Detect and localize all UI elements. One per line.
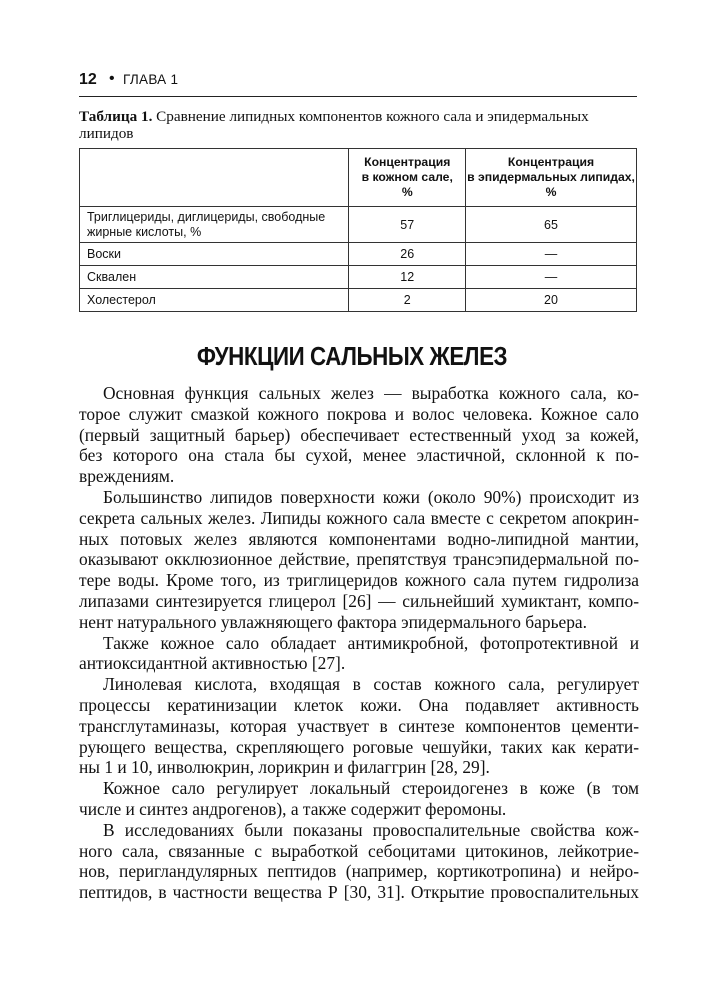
paragraph-line: нент натурального увлажняющего фактора эпидермального барьера. xyxy=(79,611,587,632)
paragraph-line: ных потовых желез являются компонентами водно-липидной мантии, xyxy=(79,528,639,549)
paragraph-line: числе и синтез андрогенов), а также содержит феромоны. xyxy=(79,798,507,819)
paragraph-line: В исследованиях были показаны провоспалительные свойства кож- xyxy=(103,819,639,840)
row-sebum-value: 12 xyxy=(349,266,466,289)
header-line: в эпидермальных липидах, xyxy=(467,170,635,184)
row-epidermal-value: 65 xyxy=(466,207,637,243)
header-line: Концентрация xyxy=(364,155,451,169)
paragraph-line: без которого она стала бы сухой, менее эластичной, склонной к по- xyxy=(79,445,639,466)
paragraph-line: Большинство липидов поверхности кожи (около 90%) происходит из xyxy=(103,486,639,507)
running-header xyxy=(79,66,637,97)
paragraph-line: процессы кератинизации клеток кожи. Она подавляет активность xyxy=(79,694,639,715)
row-name: Холестерол xyxy=(80,289,349,312)
row-epidermal-value: 20 xyxy=(466,289,637,312)
paragraph-line: вреждениям. xyxy=(79,466,175,487)
paragraph-line: (первый защитный барьер) обеспечивает естественный уход за кожей, xyxy=(79,424,639,445)
section-title: ФУНКЦИИ САЛЬНЫХ ЖЕЛЕЗ xyxy=(196,341,508,371)
table-row xyxy=(80,243,637,266)
paragraph xyxy=(79,820,639,903)
paragraph xyxy=(79,487,639,633)
body-text xyxy=(79,383,639,903)
paragraph-line: торое служит смазкой кожного покрова и волос человека. Кожное сало xyxy=(79,403,639,424)
row-name-line: жирные кислоты, % xyxy=(87,224,202,239)
paragraph-line: рующего вещества, скрепляющего роговые чешуйки, таких как керати- xyxy=(79,736,639,757)
row-sebum-value: 2 xyxy=(349,289,466,312)
row-name xyxy=(80,207,349,243)
row-sebum-value: 57 xyxy=(349,207,466,243)
paragraph-line: секрета сальных желез. Липиды кожного сала вместе с секретом апокрин- xyxy=(79,507,639,528)
paragraph xyxy=(79,778,639,820)
header-line: в кожном сале, xyxy=(361,170,453,184)
table-caption-label: Таблица 1. xyxy=(79,108,153,125)
paragraph-line: трансглутаминазы, которая участвует в синтезе компонентов цементи- xyxy=(79,715,639,736)
table-header-sebum xyxy=(349,149,466,207)
paragraph-line: антиоксидантной активностью [27]. xyxy=(79,653,346,674)
paragraph-line: тере воды. Кроме того, из триглицеридов кожного сала путем гидролиза xyxy=(79,570,639,591)
chapter-label: ГЛАВА 1 xyxy=(123,72,179,87)
paragraph-line: липазами синтезируется глицерол [26] — сильнейший хумиктант, компо- xyxy=(79,590,639,611)
table-header-row xyxy=(80,149,637,207)
paragraph-line: нов, перигландулярных пептидов (например, кортикотропина) и нейро- xyxy=(79,861,639,882)
row-epidermal-value: — xyxy=(466,243,637,266)
paragraph-line: пептидов, в частности вещества Р [30, 31]. Открытие провоспалительных xyxy=(79,882,639,903)
paragraph-line: оказывают окклюзионное действие, препятствуя трансэпидермальной по- xyxy=(79,549,639,570)
paragraph-line: ного сала, связанные с выработкой себоцитами цитокинов, лейкотрие- xyxy=(79,840,639,861)
header-line: % xyxy=(401,185,413,199)
row-sebum-value: 26 xyxy=(349,243,466,266)
table-row xyxy=(80,207,637,243)
lipid-comparison-table xyxy=(79,148,637,312)
table-row xyxy=(80,266,637,289)
row-name: Сквален xyxy=(80,266,349,289)
paragraph-line: Линолевая кислота, входящая в состав кожного сала, регулирует xyxy=(103,674,639,695)
table-caption-text: Сравнение липидных компонентов кожного сала и эпидермальных липидов xyxy=(79,108,589,142)
table-row xyxy=(80,289,637,312)
paragraph-line: Основная функция сальных желез — выработка кожного сала, ко- xyxy=(103,383,639,403)
header-line: % xyxy=(545,185,557,199)
table-header-epidermal xyxy=(466,149,637,207)
row-name: Воски xyxy=(80,243,349,266)
paragraph-line: Кожное сало регулирует локальный стероидогенез в коже (в том xyxy=(103,778,639,799)
paragraph-line: ны 1 и 10, инволюкрин, лорикрин и филаггрин [28, 29]. xyxy=(79,757,490,778)
row-name-line: Триглицериды, диглицериды, свободные xyxy=(87,209,326,224)
row-epidermal-value: — xyxy=(466,266,637,289)
page-number: 12 xyxy=(79,71,97,88)
paragraph xyxy=(79,674,639,778)
table-caption xyxy=(79,108,639,142)
paragraph-line: Также кожное сало обладает антимикробной, фотопротективной и xyxy=(103,632,639,653)
paragraph xyxy=(79,633,639,675)
header-bullet: • xyxy=(109,70,115,87)
table-header-empty xyxy=(80,149,349,207)
paragraph xyxy=(79,383,639,487)
header-line: Концентрация xyxy=(507,155,595,169)
